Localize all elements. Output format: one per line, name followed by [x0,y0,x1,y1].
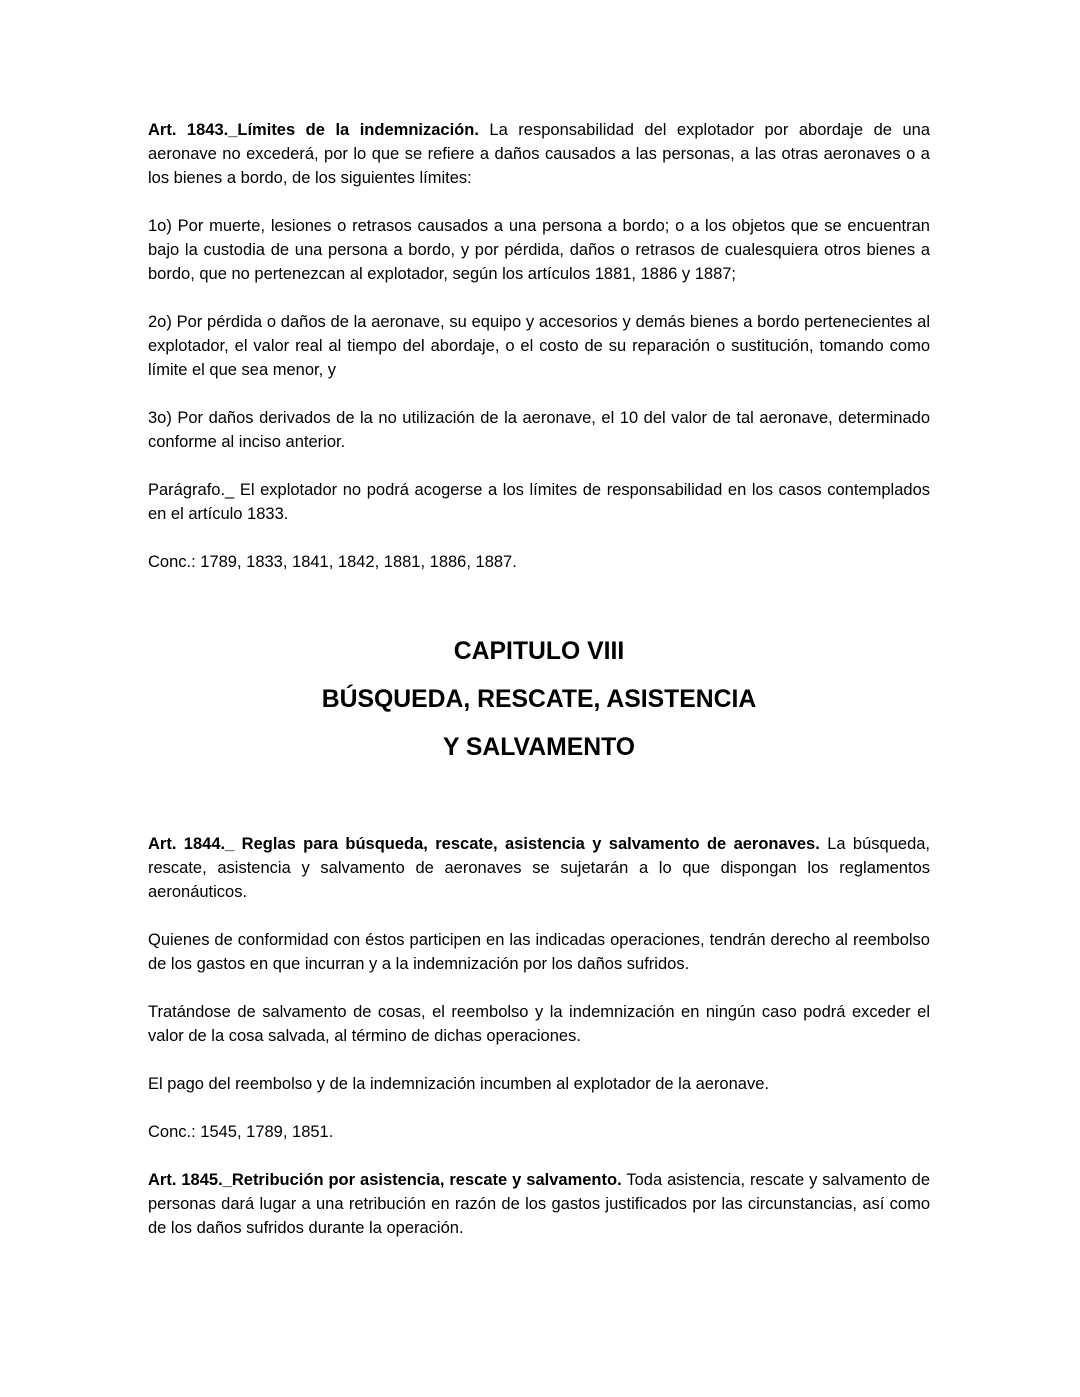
paragraph-art-1843 [148,118,930,190]
article-1845-body: Toda asistencia, rescate y salvamento de personas dará lugar a una retribución en razón de los gastos justificados por las circunstancias, así como de los daños sufridos durante la operación. [148,1171,930,1237]
paragraph-item-3o: 3o) Por daños derivados de la no utilización de la aeronave, el 10 del valor de tal aeronave, determinado conforme al inciso anterior. [148,409,930,451]
paragraph-tratandose: Tratándose de salvamento de cosas, el reembolso y la indemnización en ningún caso podrá exceder el valor de la cosa salvada, al término de dichas operaciones. [148,1003,930,1045]
article-1845-title: Art. 1845._Retribución por asistencia, rescate y salvamento. [148,1171,622,1189]
chapter-heading: CAPITULO VIII [453,638,625,665]
paragraph-art-1844 [148,832,930,904]
concordance-line-1843: Conc.: 1789, 1833, 1841, 1842, 1881, 1886, 1887. [148,553,517,571]
article-1844-title: Art. 1844._ Reglas para búsqueda, rescate, asistencia y salvamento de aeronaves. [148,835,820,853]
paragraph-paragrafo: Parágrafo._ El explotador no podrá acogerse a los límites de responsabilidad en los casos contemplados en el artículo 1833. [148,481,930,523]
paragraph-el-pago: El pago del reembolso y de la indemnización incumben al explotador de la aeronave. [148,1075,769,1093]
article-1843-title: Art. 1843._Límites de la indemnización. [148,121,479,139]
paragraph-item-1o: 1o) Por muerte, lesiones o retrasos causados a una persona a bordo; o a los objetos que se encuentran bajo la custodia de una persona a bordo, y por pérdida, daños o retrasos de cualesquiera otros bienes a bordo, que no pertenezcan al explotador, según los artículos 1881, 1886 y 1887; [148,217,930,283]
concordance-line-1844: Conc.: 1545, 1789, 1851. [148,1123,334,1141]
article-1843-body: La responsabilidad del explotador por abordaje de una aeronave no excederá, por lo que se refiere a daños causados a las personas, a las otras aeronaves o a los bienes a bordo, de los siguientes límites: [148,121,930,187]
chapter-title-line-2: Y SALVAMENTO [442,734,636,761]
paragraph-art-1845 [148,1168,930,1240]
chapter-title-line-1: BÚSQUEDA, RESCATE, ASISTENCIA [321,686,757,713]
paragraph-item-2o: 2o) Por pérdida o daños de la aeronave, su equipo y accesorios y demás bienes a bordo pertenecientes al explotador, el valor real al tiempo del abordaje, o el costo de su reparación o sustitución, tomando como límite el que sea menor, y [148,313,930,379]
paragraph-quienes: Quienes de conformidad con éstos participen en las indicadas operaciones, tendrán derecho al reembolso de los gastos en que incurran y a la indemnización por los daños sufridos. [148,931,930,973]
article-1844-body: La búsqueda, rescate, asistencia y salvamento de aeronaves se sujetarán a lo que dispongan los reglamentos aeronáuticos. [148,835,931,901]
